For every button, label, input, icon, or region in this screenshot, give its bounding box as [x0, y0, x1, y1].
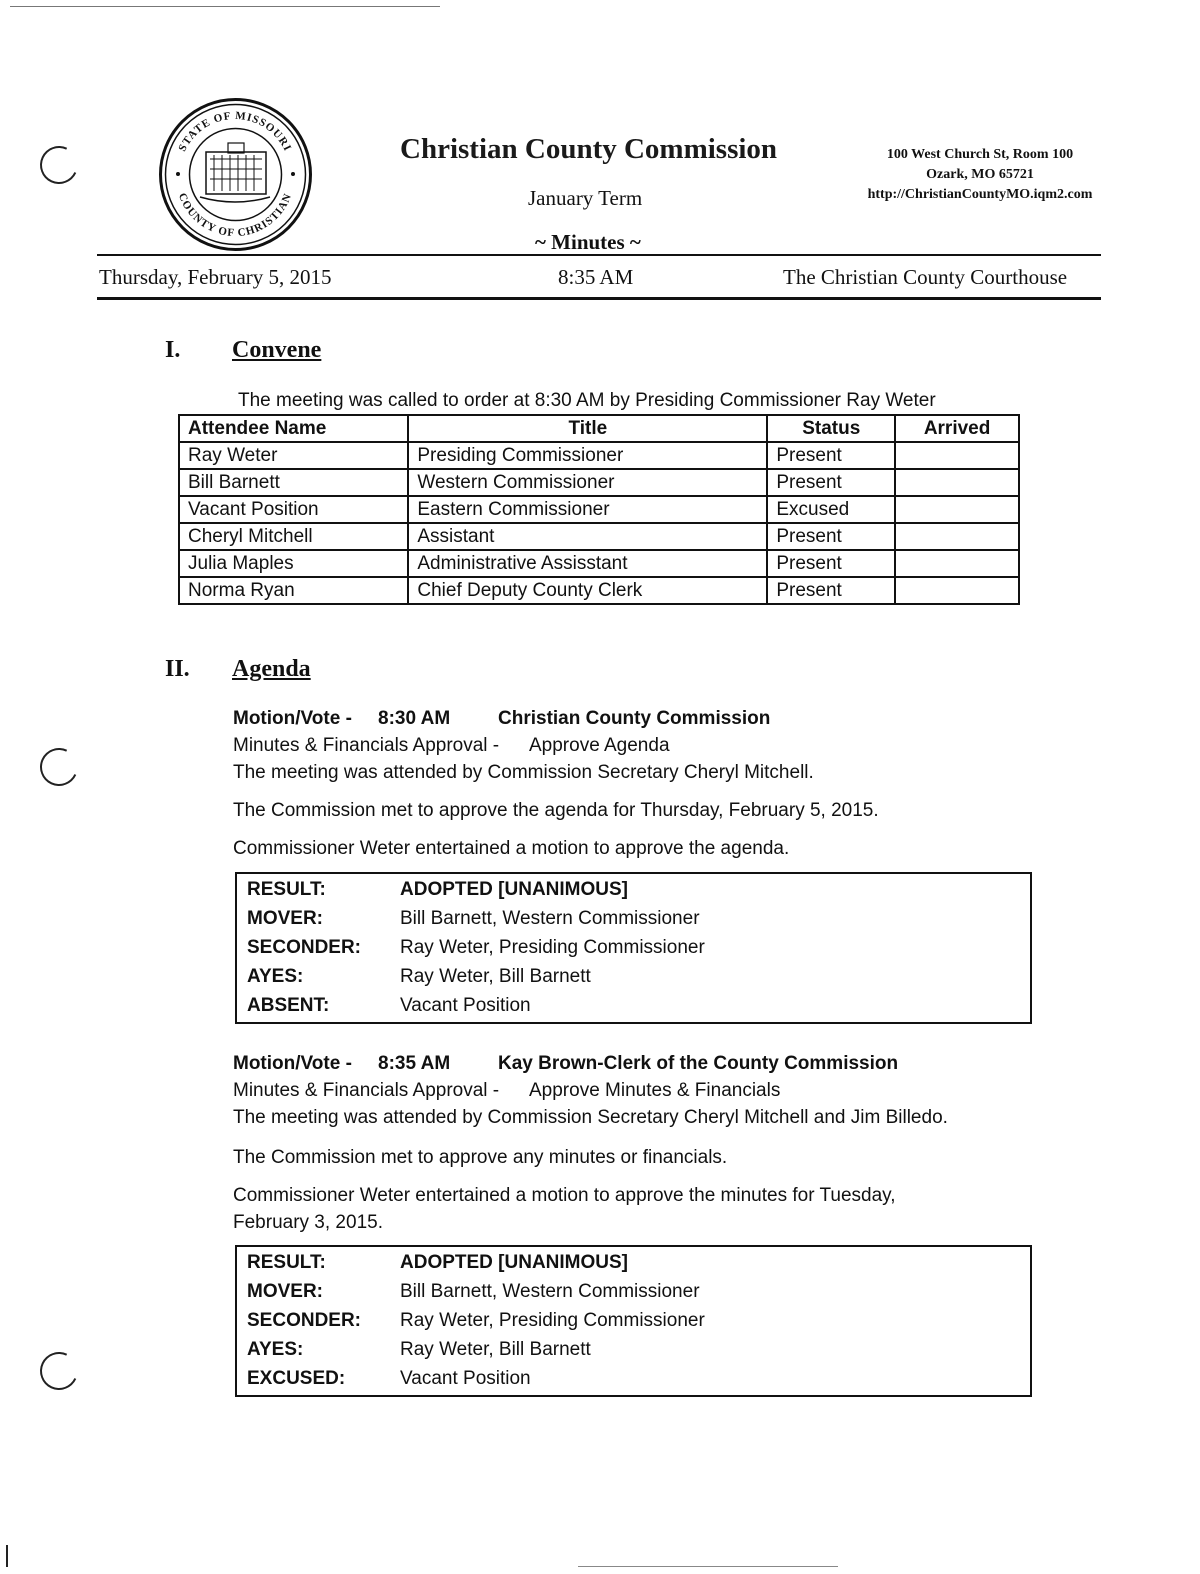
attendee-arrived: [895, 469, 1019, 496]
attendee-title: Eastern Commissioner: [408, 496, 767, 523]
vote-value: Vacant Position: [400, 1368, 531, 1389]
vote-key: SECONDER:: [247, 1310, 362, 1331]
attendee-status: Present: [767, 442, 895, 469]
header-rule-bottom: [97, 297, 1101, 300]
attendee-name: Bill Barnett: [179, 469, 408, 496]
attendee-status: Present: [767, 523, 895, 550]
motion-1-category: Minutes & Financials Approval -: [233, 735, 500, 756]
motion-1-motion-text: Commissioner Weter entertained a motion to approve the agenda.: [233, 838, 790, 859]
vote-key: MOVER:: [247, 908, 323, 929]
column-header-name: Attendee Name: [179, 415, 408, 442]
motion-1-time: 8:30 AM: [378, 708, 451, 729]
vote-value: Ray Weter, Presiding Commissioner: [400, 937, 705, 958]
motion-2-category: Minutes & Financials Approval -: [233, 1080, 500, 1101]
attendee-table-header: [179, 415, 1019, 442]
motion-1-label: Motion/Vote -: [233, 708, 352, 729]
vote-value: Ray Weter, Bill Barnett: [400, 966, 591, 987]
section-number-convene: I.: [165, 337, 181, 363]
attendee-name: Norma Ryan: [179, 577, 408, 604]
address-line-2: Ozark, MO 65721: [926, 167, 1034, 182]
attendee-title: Presiding Commissioner: [408, 442, 767, 469]
attendee-name: Julia Maples: [179, 550, 408, 577]
scan-left-mark: [6, 1545, 8, 1567]
seal-top-text: STATE OF MISSOURI: [176, 109, 294, 154]
attendee-status: Present: [767, 577, 895, 604]
attendee-title: Western Commissioner: [408, 469, 767, 496]
table-row: [179, 577, 1019, 604]
attendee-status: Present: [767, 550, 895, 577]
minutes-label: ~ Minutes ~: [535, 230, 641, 254]
motion-1-presenter: Christian County Commission: [498, 708, 771, 729]
vote-key: RESULT:: [247, 879, 326, 900]
attendee-arrived: [895, 550, 1019, 577]
vote-value: ADOPTED [UNANIMOUS]: [400, 879, 628, 900]
vote-value: Ray Weter, Bill Barnett: [400, 1339, 591, 1360]
vote-value: Bill Barnett, Western Commissioner: [400, 908, 700, 929]
attendee-name: Vacant Position: [179, 496, 408, 523]
punch-hole-middle: [35, 743, 84, 792]
section-number-agenda: II.: [165, 656, 190, 682]
punch-hole-top: [35, 141, 84, 190]
vote-row: [247, 908, 947, 937]
column-header-arrived: Arrived: [895, 415, 1019, 442]
vote-key: SECONDER:: [247, 937, 362, 958]
vote-key: RESULT:: [247, 1252, 326, 1273]
punch-hole-bottom: [35, 1347, 84, 1396]
vote-value: Vacant Position: [400, 995, 531, 1016]
motion-2-purpose: The Commission met to approve any minutes or financials.: [233, 1147, 728, 1168]
scan-bottom-line: [578, 1566, 838, 1567]
vote-value: Ray Weter, Presiding Commissioner: [400, 1310, 705, 1331]
motion-2-item: Approve Minutes & Financials: [529, 1080, 781, 1101]
column-header-title: Title: [408, 415, 767, 442]
svg-text:STATE OF MISSOURI: [176, 110, 293, 154]
address-block: [860, 145, 1100, 205]
attendee-status: Present: [767, 469, 895, 496]
attendee-title: Administrative Assisstant: [408, 550, 767, 577]
org-title: Christian County Commission: [400, 133, 778, 165]
attendee-arrived: [895, 523, 1019, 550]
motion-2-time: 8:35 AM: [378, 1053, 451, 1074]
motion-2-label: Motion/Vote -: [233, 1053, 352, 1074]
table-row: [179, 442, 1019, 469]
vote-row: [247, 1281, 947, 1310]
vote-row: [247, 1310, 947, 1339]
vote-value: ADOPTED [UNANIMOUS]: [400, 1252, 628, 1273]
vote-row: [247, 937, 947, 966]
meeting-date: Thursday, February 5, 2015: [99, 265, 332, 289]
website-link[interactable]: http://ChristianCountyMO.iqm2.com: [867, 187, 1093, 202]
vote-key: EXCUSED:: [247, 1368, 346, 1389]
vote-row: [247, 966, 947, 995]
section-title-convene: Convene: [232, 337, 322, 363]
call-to-order-text: The meeting was called to order at 8:30 AM by Presiding Commissioner Ray Weter: [238, 390, 936, 411]
seal-bottom-text: COUNTY OF CHRISTIAN: [175, 191, 295, 240]
motion-1-vote-box: [235, 872, 1032, 1024]
vote-key: ABSENT:: [247, 995, 330, 1016]
vote-row: [247, 995, 947, 1024]
vote-row: [247, 1368, 947, 1397]
header-rule-top: [97, 254, 1101, 256]
attendee-arrived: [895, 442, 1019, 469]
county-seal-icon: [158, 97, 313, 252]
scan-top-line: [10, 6, 440, 7]
attendee-table: [178, 414, 1020, 605]
motion-1-purpose: The Commission met to approve the agenda for Thursday, February 5, 2015.: [233, 800, 879, 821]
section-title-agenda: Agenda: [232, 656, 311, 682]
attendee-title: Chief Deputy County Clerk: [408, 577, 767, 604]
vote-value: Bill Barnett, Western Commissioner: [400, 1281, 700, 1302]
column-header-status: Status: [767, 415, 895, 442]
attendee-arrived: [895, 496, 1019, 523]
meeting-time: 8:35 AM: [558, 265, 634, 289]
motion-2-motion-text-line-2: February 3, 2015.: [233, 1212, 383, 1233]
table-row: [179, 550, 1019, 577]
address-line-1: 100 West Church St, Room 100: [886, 147, 1074, 162]
vote-key: AYES:: [247, 966, 304, 987]
motion-1-item: Approve Agenda: [529, 735, 670, 756]
motion-1-attended: The meeting was attended by Commission Secretary Cheryl Mitchell.: [233, 762, 814, 783]
vote-row: [247, 879, 947, 908]
meeting-term: January Term: [528, 186, 643, 210]
attendee-title: Assistant: [408, 523, 767, 550]
vote-key: AYES:: [247, 1339, 304, 1360]
attendee-name: Cheryl Mitchell: [179, 523, 408, 550]
motion-2-attended: The meeting was attended by Commission Secretary Cheryl Mitchell and Jim Billedo.: [233, 1107, 948, 1128]
table-row: [179, 469, 1019, 496]
motion-2-motion-text-line-1: Commissioner Weter entertained a motion to approve the minutes for Tuesday,: [233, 1185, 896, 1206]
motion-2-vote-box: [235, 1245, 1032, 1397]
table-row: [179, 496, 1019, 523]
motion-2-presenter: Kay Brown-Clerk of the County Commission: [498, 1053, 899, 1074]
attendee-status: Excused: [767, 496, 895, 523]
meeting-location: The Christian County Courthouse: [783, 265, 1068, 289]
attendee-arrived: [895, 577, 1019, 604]
table-row: [179, 523, 1019, 550]
vote-key: MOVER:: [247, 1281, 323, 1302]
attendee-name: Ray Weter: [179, 442, 408, 469]
vote-row: [247, 1252, 947, 1281]
vote-row: [247, 1339, 947, 1368]
